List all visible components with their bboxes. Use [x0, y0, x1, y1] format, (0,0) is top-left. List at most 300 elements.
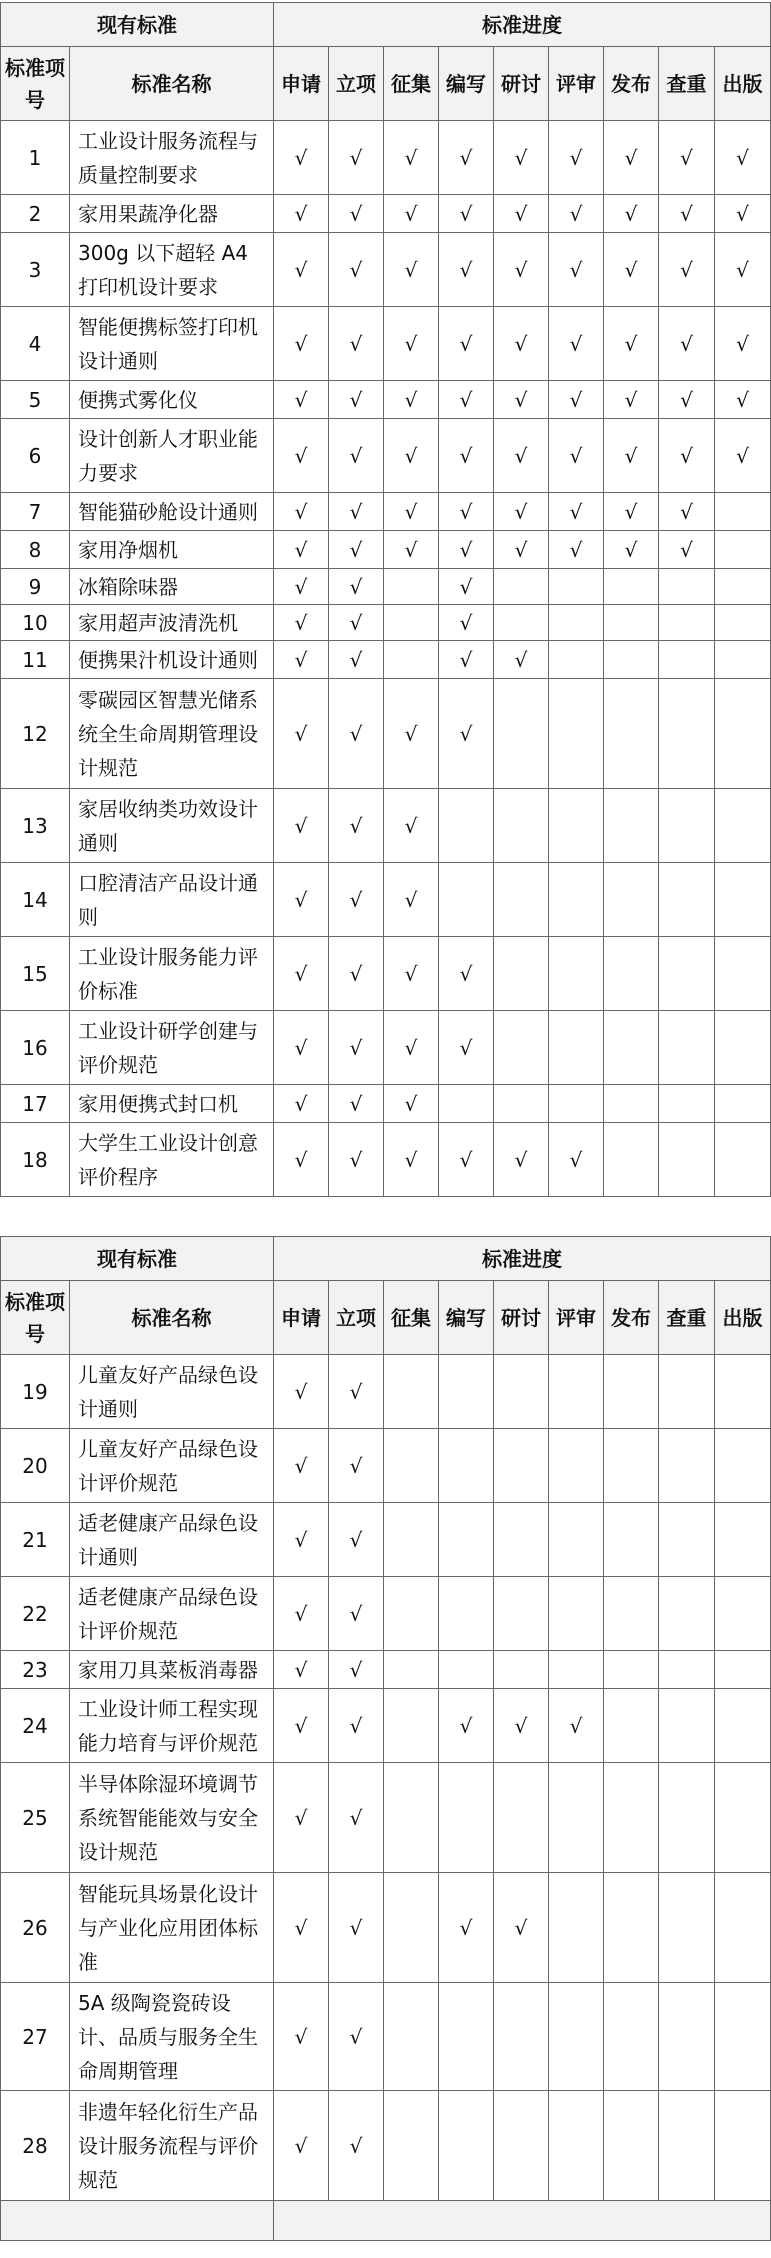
- existing-standards-heading: 现有标准: [1, 1237, 274, 1281]
- standard-number: 14: [1, 863, 70, 937]
- check-mark: √: [384, 1011, 439, 1085]
- empty-stage-cell: [384, 1355, 439, 1429]
- standard-number: 3: [1, 233, 70, 307]
- header-row-columns: [1, 1281, 771, 1355]
- check-mark: √: [274, 789, 329, 863]
- check-mark: √: [274, 381, 329, 419]
- empty-stage-cell: [604, 1577, 659, 1651]
- check-mark: √: [715, 195, 771, 233]
- check-mark: √: [439, 121, 494, 195]
- table-row: [1, 1123, 771, 1197]
- empty-stage-cell: [439, 1355, 494, 1429]
- standard-name: 家居收纳类功效设计通则: [70, 789, 274, 863]
- check-mark: √: [659, 195, 715, 233]
- empty-stage-cell: [439, 1577, 494, 1651]
- check-mark: √: [384, 1123, 439, 1197]
- check-mark: √: [659, 531, 715, 569]
- check-mark: √: [439, 679, 494, 789]
- empty-stage-cell: [659, 679, 715, 789]
- empty-stage-cell: [659, 605, 715, 641]
- standard-name: 工业设计师工程实现能力培育与评价规范: [70, 1689, 274, 1763]
- check-mark: √: [329, 1763, 384, 1873]
- check-mark: √: [439, 195, 494, 233]
- standard-name: 智能玩具场景化设计与产业化应用团体标准: [70, 1873, 274, 1983]
- empty-stage-cell: [659, 1503, 715, 1577]
- table-row: [1, 1011, 771, 1085]
- empty-stage-cell: [494, 1577, 549, 1651]
- standard-number: 12: [1, 679, 70, 789]
- standard-number: 19: [1, 1355, 70, 1429]
- col-header-stage: 查重: [659, 1281, 715, 1355]
- empty-stage-cell: [659, 863, 715, 937]
- check-mark: √: [715, 233, 771, 307]
- check-mark: √: [604, 233, 659, 307]
- empty-stage-cell: [604, 1651, 659, 1689]
- empty-stage-cell: [715, 1123, 771, 1197]
- check-mark: √: [274, 1503, 329, 1577]
- empty-stage-cell: [715, 1355, 771, 1429]
- blank-cell: [1, 2201, 274, 2241]
- empty-stage-cell: [659, 1085, 715, 1123]
- check-mark: √: [384, 1085, 439, 1123]
- table-row: [1, 419, 771, 493]
- empty-stage-cell: [439, 1503, 494, 1577]
- empty-stage-cell: [549, 679, 604, 789]
- table-row: [1, 1763, 771, 1873]
- standard-number: 4: [1, 307, 70, 381]
- empty-stage-cell: [715, 493, 771, 531]
- standard-name: 非遗年轻化衍生产品设计服务流程与评价规范: [70, 2091, 274, 2201]
- empty-stage-cell: [604, 1763, 659, 1873]
- empty-stage-cell: [604, 1873, 659, 1983]
- check-mark: √: [384, 789, 439, 863]
- standards-table-2: [0, 1236, 771, 2241]
- empty-stage-cell: [384, 1503, 439, 1577]
- standard-name: 设计创新人才职业能力要求: [70, 419, 274, 493]
- empty-stage-cell: [715, 531, 771, 569]
- standard-name: 5A 级陶瓷瓷砖设计、品质与服务全生命周期管理: [70, 1983, 274, 2091]
- empty-stage-cell: [604, 2091, 659, 2201]
- col-header-stage: 评审: [549, 47, 604, 121]
- empty-stage-cell: [715, 679, 771, 789]
- check-mark: √: [329, 195, 384, 233]
- empty-stage-cell: [549, 789, 604, 863]
- check-mark: √: [384, 493, 439, 531]
- check-mark: √: [384, 531, 439, 569]
- check-mark: √: [494, 381, 549, 419]
- check-mark: √: [329, 419, 384, 493]
- standard-name: 300g 以下超轻 A4 打印机设计要求: [70, 233, 274, 307]
- existing-standards-heading: 现有标准: [1, 3, 274, 47]
- empty-stage-cell: [715, 641, 771, 679]
- check-mark: √: [329, 679, 384, 789]
- table-row: [1, 679, 771, 789]
- progress-heading: 标准进度: [274, 3, 771, 47]
- empty-stage-cell: [715, 1983, 771, 2091]
- check-mark: √: [274, 2091, 329, 2201]
- check-mark: √: [384, 195, 439, 233]
- empty-stage-cell: [715, 2091, 771, 2201]
- empty-stage-cell: [494, 1503, 549, 1577]
- check-mark: √: [274, 1651, 329, 1689]
- empty-stage-cell: [715, 937, 771, 1011]
- table-row: [1, 233, 771, 307]
- empty-stage-cell: [659, 1429, 715, 1503]
- standard-number: 21: [1, 1503, 70, 1577]
- check-mark: √: [549, 121, 604, 195]
- check-mark: √: [549, 195, 604, 233]
- table-row: [1, 381, 771, 419]
- check-mark: √: [329, 641, 384, 679]
- standard-number: 23: [1, 1651, 70, 1689]
- check-mark: √: [604, 419, 659, 493]
- check-mark: √: [659, 307, 715, 381]
- check-mark: √: [274, 679, 329, 789]
- standard-number: 15: [1, 937, 70, 1011]
- check-mark: √: [329, 937, 384, 1011]
- table-row: [1, 937, 771, 1011]
- standard-number: 22: [1, 1577, 70, 1651]
- empty-stage-cell: [715, 605, 771, 641]
- standard-name: 零碳园区智慧光储系统全生命周期管理设计规范: [70, 679, 274, 789]
- check-mark: √: [549, 531, 604, 569]
- check-mark: √: [329, 1651, 384, 1689]
- col-header-stage: 征集: [384, 47, 439, 121]
- check-mark: √: [384, 419, 439, 493]
- standard-name: 工业设计服务能力评价标准: [70, 937, 274, 1011]
- check-mark: √: [494, 121, 549, 195]
- check-mark: √: [274, 1689, 329, 1763]
- standard-name: 儿童友好产品绿色设计通则: [70, 1355, 274, 1429]
- standard-name: 口腔清洁产品设计通则: [70, 863, 274, 937]
- standard-number: 17: [1, 1085, 70, 1123]
- empty-stage-cell: [659, 1651, 715, 1689]
- check-mark: √: [329, 605, 384, 641]
- empty-stage-cell: [549, 1577, 604, 1651]
- standard-number: 9: [1, 569, 70, 605]
- check-mark: √: [715, 307, 771, 381]
- empty-stage-cell: [715, 569, 771, 605]
- standard-name: 家用刀具菜板消毒器: [70, 1651, 274, 1689]
- empty-stage-cell: [659, 1873, 715, 1983]
- empty-stage-cell: [384, 1689, 439, 1763]
- empty-stage-cell: [659, 569, 715, 605]
- table-row: [1, 531, 771, 569]
- standard-number: 5: [1, 381, 70, 419]
- standard-number: 13: [1, 789, 70, 863]
- empty-stage-cell: [659, 2091, 715, 2201]
- standard-number: 27: [1, 1983, 70, 2091]
- empty-stage-cell: [494, 2091, 549, 2201]
- standard-number: 6: [1, 419, 70, 493]
- check-mark: √: [494, 233, 549, 307]
- standard-name: 适老健康产品绿色设计评价规范: [70, 1577, 274, 1651]
- check-mark: √: [329, 1123, 384, 1197]
- empty-stage-cell: [604, 1429, 659, 1503]
- table-row: [1, 789, 771, 863]
- check-mark: √: [659, 121, 715, 195]
- check-mark: √: [439, 1011, 494, 1085]
- empty-stage-cell: [659, 1577, 715, 1651]
- empty-stage-cell: [494, 569, 549, 605]
- check-mark: √: [274, 641, 329, 679]
- check-mark: √: [274, 307, 329, 381]
- header-row-top: [1, 3, 771, 47]
- check-mark: √: [494, 195, 549, 233]
- empty-stage-cell: [494, 605, 549, 641]
- standard-number: 18: [1, 1123, 70, 1197]
- check-mark: √: [659, 419, 715, 493]
- empty-stage-cell: [384, 1763, 439, 1873]
- check-mark: √: [329, 863, 384, 937]
- check-mark: √: [439, 381, 494, 419]
- check-mark: √: [494, 1123, 549, 1197]
- empty-stage-cell: [659, 1763, 715, 1873]
- check-mark: √: [439, 233, 494, 307]
- empty-stage-cell: [384, 1873, 439, 1983]
- table-row: [1, 493, 771, 531]
- empty-stage-cell: [549, 605, 604, 641]
- check-mark: √: [274, 195, 329, 233]
- empty-stage-cell: [494, 1429, 549, 1503]
- col-header-stage: 查重: [659, 47, 715, 121]
- empty-stage-cell: [549, 937, 604, 1011]
- check-mark: √: [329, 493, 384, 531]
- check-mark: √: [549, 381, 604, 419]
- standard-name: 智能便携标签打印机设计通则: [70, 307, 274, 381]
- empty-stage-cell: [715, 1763, 771, 1873]
- empty-stage-cell: [549, 1503, 604, 1577]
- check-mark: √: [439, 531, 494, 569]
- empty-stage-cell: [715, 863, 771, 937]
- check-mark: √: [274, 1983, 329, 2091]
- empty-stage-cell: [439, 2091, 494, 2201]
- col-header-stage: 评审: [549, 1281, 604, 1355]
- empty-stage-cell: [604, 569, 659, 605]
- check-mark: √: [329, 1011, 384, 1085]
- empty-stage-cell: [384, 569, 439, 605]
- empty-stage-cell: [604, 679, 659, 789]
- check-mark: √: [329, 1577, 384, 1651]
- standard-name: 大学生工业设计创意评价程序: [70, 1123, 274, 1197]
- empty-stage-cell: [715, 1873, 771, 1983]
- empty-stage-cell: [494, 937, 549, 1011]
- empty-stage-cell: [715, 1085, 771, 1123]
- check-mark: √: [329, 1983, 384, 2091]
- check-mark: √: [604, 121, 659, 195]
- empty-stage-cell: [494, 1011, 549, 1085]
- check-mark: √: [604, 493, 659, 531]
- empty-stage-cell: [439, 1429, 494, 1503]
- check-mark: √: [329, 1873, 384, 1983]
- check-mark: √: [439, 1689, 494, 1763]
- check-mark: √: [494, 641, 549, 679]
- check-mark: √: [494, 1873, 549, 1983]
- check-mark: √: [439, 641, 494, 679]
- empty-stage-cell: [715, 1429, 771, 1503]
- empty-stage-cell: [384, 1651, 439, 1689]
- empty-stage-cell: [604, 1355, 659, 1429]
- col-header-stage: 出版: [715, 47, 771, 121]
- empty-stage-cell: [549, 1763, 604, 1873]
- table-row: [1, 641, 771, 679]
- standard-name: 冰箱除味器: [70, 569, 274, 605]
- table-row: [1, 2091, 771, 2201]
- empty-stage-cell: [715, 1577, 771, 1651]
- empty-stage-cell: [384, 1983, 439, 2091]
- standard-name: 家用便携式封口机: [70, 1085, 274, 1123]
- check-mark: √: [329, 569, 384, 605]
- empty-stage-cell: [604, 1085, 659, 1123]
- check-mark: √: [274, 493, 329, 531]
- empty-stage-cell: [549, 1011, 604, 1085]
- standard-number: 16: [1, 1011, 70, 1085]
- check-mark: √: [274, 121, 329, 195]
- table-row: [1, 1689, 771, 1763]
- empty-stage-cell: [494, 863, 549, 937]
- standard-number: 20: [1, 1429, 70, 1503]
- check-mark: √: [274, 233, 329, 307]
- check-mark: √: [274, 1873, 329, 1983]
- check-mark: √: [494, 493, 549, 531]
- standard-number: 26: [1, 1873, 70, 1983]
- check-mark: √: [494, 307, 549, 381]
- check-mark: √: [329, 1689, 384, 1763]
- empty-stage-cell: [549, 1983, 604, 2091]
- empty-stage-cell: [549, 569, 604, 605]
- check-mark: √: [329, 789, 384, 863]
- check-mark: √: [329, 2091, 384, 2201]
- empty-stage-cell: [384, 1429, 439, 1503]
- empty-stage-cell: [659, 1689, 715, 1763]
- check-mark: √: [549, 307, 604, 381]
- col-header-name: 标准名称: [70, 47, 274, 121]
- check-mark: √: [274, 1085, 329, 1123]
- col-header-stage: 研讨: [494, 1281, 549, 1355]
- check-mark: √: [659, 381, 715, 419]
- empty-stage-cell: [715, 1651, 771, 1689]
- standard-number: 11: [1, 641, 70, 679]
- table-row: [1, 1873, 771, 1983]
- check-mark: √: [274, 863, 329, 937]
- standard-name: 工业设计服务流程与质量控制要求: [70, 121, 274, 195]
- empty-stage-cell: [549, 863, 604, 937]
- empty-stage-cell: [549, 1085, 604, 1123]
- check-mark: √: [715, 121, 771, 195]
- check-mark: √: [274, 1355, 329, 1429]
- check-mark: √: [384, 863, 439, 937]
- col-header-no: 标准项号: [1, 1281, 70, 1355]
- table-row: [1, 605, 771, 641]
- empty-stage-cell: [439, 1763, 494, 1873]
- check-mark: √: [439, 605, 494, 641]
- standard-name: 工业设计研学创建与评价规范: [70, 1011, 274, 1085]
- check-mark: √: [329, 1355, 384, 1429]
- empty-stage-cell: [604, 641, 659, 679]
- empty-stage-cell: [659, 937, 715, 1011]
- empty-stage-cell: [715, 789, 771, 863]
- check-mark: √: [274, 569, 329, 605]
- check-mark: √: [715, 381, 771, 419]
- check-mark: √: [329, 307, 384, 381]
- standard-name: 便携式雾化仪: [70, 381, 274, 419]
- empty-stage-cell: [604, 1503, 659, 1577]
- col-header-stage: 研讨: [494, 47, 549, 121]
- check-mark: √: [604, 531, 659, 569]
- empty-stage-cell: [659, 1011, 715, 1085]
- standard-number: 7: [1, 493, 70, 531]
- empty-stage-cell: [549, 2091, 604, 2201]
- empty-stage-cell: [384, 1577, 439, 1651]
- check-mark: √: [274, 1011, 329, 1085]
- check-mark: √: [439, 1123, 494, 1197]
- check-mark: √: [274, 1763, 329, 1873]
- check-mark: √: [274, 531, 329, 569]
- check-mark: √: [329, 1429, 384, 1503]
- check-mark: √: [384, 679, 439, 789]
- table-row: [1, 1651, 771, 1689]
- check-mark: √: [604, 195, 659, 233]
- header-row-columns: [1, 47, 771, 121]
- check-mark: √: [715, 419, 771, 493]
- col-header-stage: 立项: [329, 47, 384, 121]
- standard-name: 家用超声波清洗机: [70, 605, 274, 641]
- check-mark: √: [384, 233, 439, 307]
- table-row: [1, 863, 771, 937]
- col-header-stage: 出版: [715, 1281, 771, 1355]
- standard-number: 8: [1, 531, 70, 569]
- header-row-top: [1, 1237, 771, 1281]
- empty-stage-cell: [384, 641, 439, 679]
- empty-stage-cell: [494, 1763, 549, 1873]
- check-mark: √: [384, 381, 439, 419]
- check-mark: √: [439, 937, 494, 1011]
- check-mark: √: [329, 1085, 384, 1123]
- standard-name: 智能猫砂舱设计通则: [70, 493, 274, 531]
- standard-number: 28: [1, 2091, 70, 2201]
- table-row: [1, 1983, 771, 2091]
- empty-stage-cell: [604, 863, 659, 937]
- check-mark: √: [329, 531, 384, 569]
- check-mark: √: [549, 233, 604, 307]
- check-mark: √: [274, 937, 329, 1011]
- check-mark: √: [549, 1123, 604, 1197]
- empty-stage-cell: [604, 1011, 659, 1085]
- col-header-name: 标准名称: [70, 1281, 274, 1355]
- table-row: [1, 307, 771, 381]
- empty-stage-cell: [494, 1983, 549, 2091]
- empty-stage-cell: [659, 1355, 715, 1429]
- col-header-stage: 发布: [604, 47, 659, 121]
- col-header-stage: 征集: [384, 1281, 439, 1355]
- check-mark: √: [439, 1873, 494, 1983]
- table-row: [1, 1577, 771, 1651]
- empty-stage-cell: [494, 789, 549, 863]
- empty-stage-cell: [439, 1085, 494, 1123]
- check-mark: √: [494, 1689, 549, 1763]
- empty-stage-cell: [494, 1085, 549, 1123]
- check-mark: √: [604, 307, 659, 381]
- check-mark: √: [274, 1123, 329, 1197]
- empty-stage-cell: [659, 641, 715, 679]
- check-mark: √: [329, 381, 384, 419]
- empty-stage-cell: [715, 1689, 771, 1763]
- col-header-stage: 发布: [604, 1281, 659, 1355]
- empty-stage-cell: [494, 1651, 549, 1689]
- col-header-stage: 申请: [274, 1281, 329, 1355]
- col-header-stage: 编写: [439, 1281, 494, 1355]
- standard-number: 24: [1, 1689, 70, 1763]
